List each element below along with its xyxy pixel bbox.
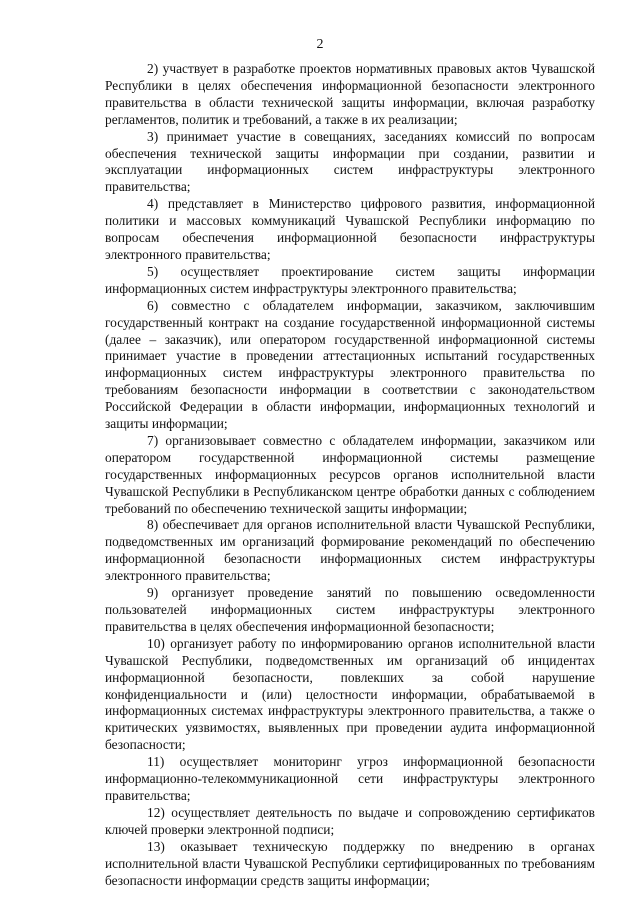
paragraph-item-12: 12) осуществляет деятельность по выдаче и сопровождению сертификатов ключей проверки электронной подписи; — [105, 804, 595, 837]
page-number: 2 — [316, 37, 324, 52]
paragraph-item-5: 5) осуществляет проектирование систем защиты информации информационных систем инфраструктуры электронного правительства; — [105, 263, 595, 296]
paragraph-item-7: 7) организовывает совместно с обладателем информации, заказчиком или оператором государственной информационной системы размещение государственных информационных ресурсов органов исполнительной власти Чувашской Республики в Республиканском центре обработки данных с соблюдением требований по обеспечению технической защиты информации; — [105, 432, 595, 516]
paragraph-item-6: 6) совместно с обладателем информации, заказчиком, заключившим государственный контракт на создание государственной информационной системы (далее – заказчик), или оператором государственной информационной системы принимает участие в проведении аттестационных испытаний государственных информационных систем инфраструктуры электронного правительства по требованиям безопасности информации в соответствии с законодательством Российской Федерации в области информации, информационных технологий и защиты информации; — [105, 297, 595, 432]
paragraph-item-2: 2) участвует в разработке проектов нормативных правовых актов Чувашской Республики в целях обеспечения информационной безопасности электронного правительства в области технической защиты информации, включая разработку регламентов, политик и требований, а также в их реализации; — [105, 61, 595, 127]
paragraph-item-10: 10) организует работу по информированию органов исполнительной власти Чувашской Республики, подведомственных им организаций об инцидентах информационной безопасности, повлекших за собой нарушение конфиденциальности и (или) целостности информации, обрабатываемой в информационных системах инфраструктуры электронного правительства, а также о критических уязвимостях, выявленных при проведении аудита информационной безопасности; — [105, 635, 595, 753]
paragraph-item-13: 13) оказывает техническую поддержку по внедрению в органах исполнительной власти Чувашской Республики сертифицированных по требованиям безопасности информации средств защиты информации; — [105, 838, 595, 888]
paragraph-item-9: 9) организует проведение занятий по повышению осведомленности пользователей информационных систем инфраструктуры электронного правительства в целях обеспечения информационной безопасности; — [105, 585, 595, 634]
paragraph-item-8: 8) обеспечивает для органов исполнительной власти Чувашской Республики, подведомственных им организаций формирование рекомендаций по обеспечению информационной безопасности информационных систем инфраструктуры электронного правительства; — [105, 517, 595, 584]
paragraph-item-4: 4) представляет в Министерство цифрового развития, информационной политики и массовых коммуникаций Чувашской Республики информацию по вопросам обеспечения информационной безопасности инфраструктуры электронного правительства; — [105, 196, 595, 262]
document-body — [105, 61, 595, 889]
paragraph-item-11: 11) осуществляет мониторинг угроз информационной безопасности информационно-телекоммуникационной сети инфраструктуры электронного правительства; — [105, 754, 595, 803]
paragraph-item-3: 3) принимает участие в совещаниях, заседаниях комиссий по вопросам обеспечения технической защиты информации при создании, развитии и эксплуатации информационных систем инфраструктуры электронного правительства; — [105, 128, 595, 195]
